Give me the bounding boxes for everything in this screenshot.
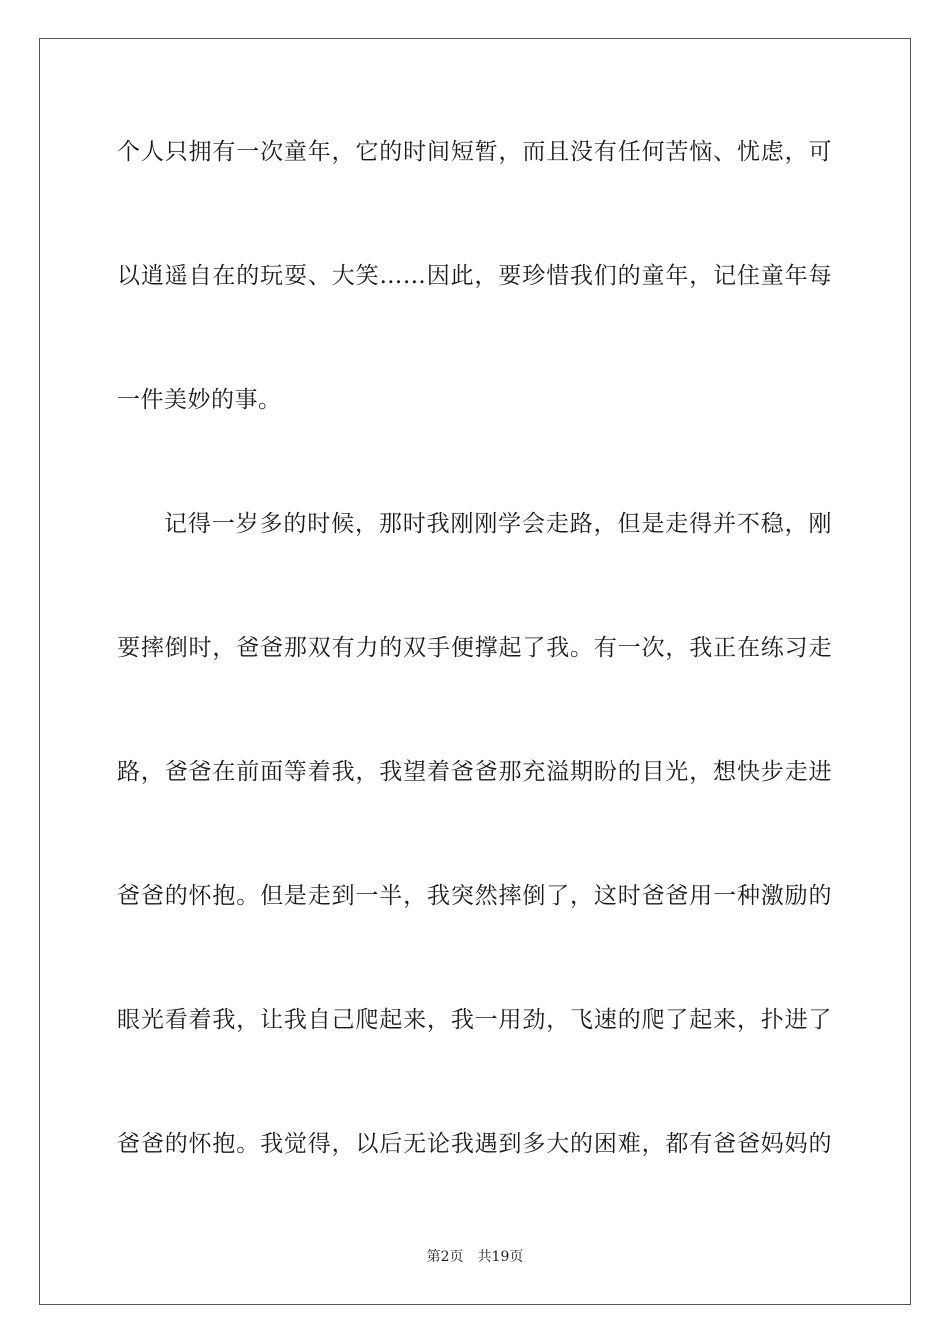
text-line: 爸爸的怀抱。但是走到一半，我突然摔倒了，这时爸爸用一种激励的 [117,883,832,909]
page-number: 第2页 [426,1249,464,1265]
text-line: 记得一岁多的时候，那时我刚刚学会走路，但是走得并不稳，刚 [164,511,832,537]
text-line: 个人只拥有一次童年，它的时间短暂，而且没有任何苦恼、忧虑，可 [117,139,832,165]
text-line: 一件美妙的事。 [117,387,282,413]
document-body [117,118,832,1234]
page-footer [0,1246,950,1266]
text-line: 眼光看着我，让我自己爬起来，我一用劲，飞速的爬了起来，扑进了 [117,1007,832,1033]
text-line: 路，爸爸在前面等着我，我望着爸爸那充溢期盼的目光，想快步走进 [117,759,832,785]
text-line: 以逍遥自在的玩耍、大笑……因此，要珍惜我们的童年，记住童年每 [117,263,832,289]
page-total: 共19页 [477,1249,524,1265]
text-line: 爸爸的怀抱。我觉得，以后无论我遇到多大的困难，都有爸爸妈妈的 [117,1131,832,1157]
text-line: 要摔倒时，爸爸那双有力的双手便撑起了我。有一次，我正在练习走 [117,635,832,661]
